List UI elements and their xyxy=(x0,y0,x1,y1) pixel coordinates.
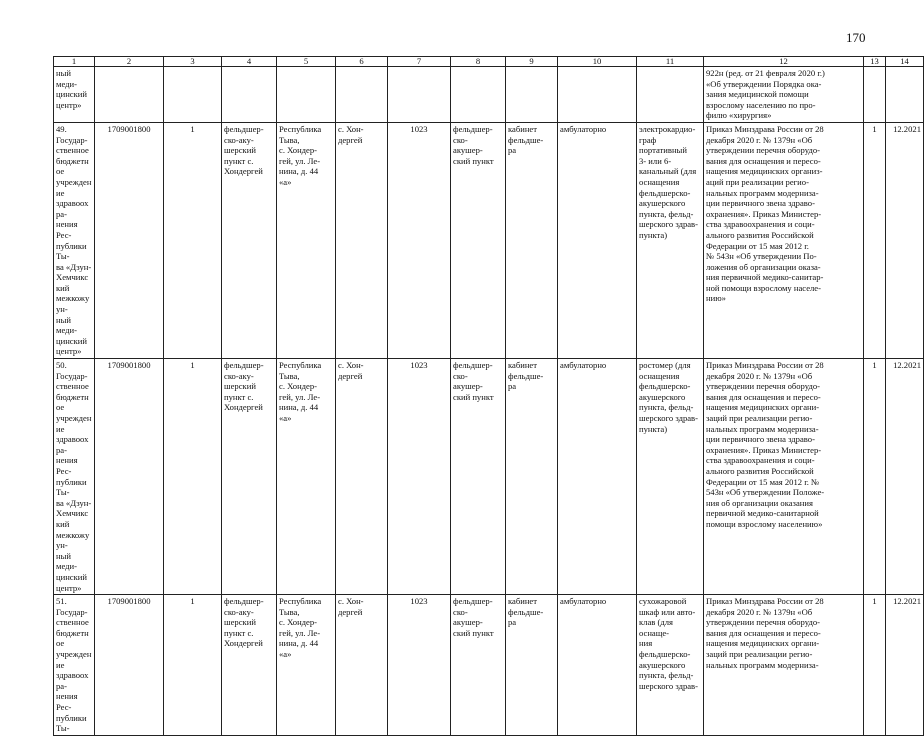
room-cell: кабинет фельдше- ра xyxy=(506,122,558,358)
date-cell: 12.2021 xyxy=(886,359,924,595)
column-number: 9 xyxy=(506,57,558,67)
equipment-cell: сухожаровой шкаф или авто- клав (для оснаще- ния фельдшерско- акушерского пункта, фельд- шерского здрав- xyxy=(637,595,704,736)
column-number: 2 xyxy=(95,57,164,67)
column-number-row xyxy=(54,57,924,67)
table-cell xyxy=(95,67,164,123)
table-cell xyxy=(864,67,886,123)
care-mode-cell: амбулаторно xyxy=(558,595,637,736)
table-cell xyxy=(388,67,451,123)
table-cell xyxy=(222,67,277,123)
table-cell xyxy=(506,67,558,123)
date-cell: 12.2021 xyxy=(886,595,924,736)
institution-cell: 49. Государ- ственное бюджетное учреждение здравоохра- нения Рес- публики Ты- ва «Дзун- Хемчикский межкожуун- ный меди- цинский центр» xyxy=(54,122,95,358)
table-cell xyxy=(886,67,924,123)
unit-type-cell: фельдшер- ско- акушер- ский пункт xyxy=(451,595,506,736)
table-cell: 1 xyxy=(164,122,222,358)
settlement-cell: с. Хон- дергей xyxy=(336,359,388,595)
regulation-cell: Приказ Минздрава России от 28 декабря 2020 г. № 1379н «Об утверждении перечня оборудо- вания для оснащения и пересо- нащения медицинских организ- аций при реализации регио- нальных программ модерниза- ции первичного звена здраво- охранения». Приказ Министер- ства здравоохранения и соци- ального развития Российской Федерации от 15 мая 2012 г. № 543н «Об утверждении По- ложения об организации оказа- ния первичной медико-санитар- ной помощи взрослому населе- нию» xyxy=(704,122,864,358)
table-cell: 1 xyxy=(164,359,222,595)
quantity-cell: 1 xyxy=(864,359,886,595)
code-cell: 1709001800 xyxy=(95,359,164,595)
population-cell: 1023 xyxy=(388,122,451,358)
column-number: 1 xyxy=(54,57,95,67)
regulation-cell: 922н (ред. от 21 февраля 2020 г.) «Об утверждении Порядка ока- зания медицинской помощи взрослому населению по про- филю «хирургия» xyxy=(704,67,864,123)
table-row xyxy=(54,595,924,736)
care-mode-cell: амбулаторно xyxy=(558,122,637,358)
room-cell: кабинет фельдше- ра xyxy=(506,359,558,595)
column-number: 4 xyxy=(222,57,277,67)
column-number: 13 xyxy=(864,57,886,67)
table-row xyxy=(54,359,924,595)
column-number: 8 xyxy=(451,57,506,67)
table-cell xyxy=(164,67,222,123)
regulation-cell: Приказ Минздрава России от 28 декабря 2020 г. № 1379н «Об утверждении перечня оборудо- вания для оснащения и пересо- нащения медицинских органи- заций при реализации регио- нальных программ модерниза- ции первичного звена здраво- охранения». Приказ Министер- ства здравоохранения и соци- ального развития Российской Федерации от 15 мая 2012 г. № 543н «Об утверждении Положе- ния об организации оказания первичной медико-санитарной помощи взрослому населению» xyxy=(704,359,864,595)
regulation-cell: Приказ Минздрава России от 28 декабря 2020 г. № 1379н «Об утверждении перечня оборудо- вания для оснащения и пересо- нащения медицинских органи- заций при реализации регио- нальных программ модерниза- xyxy=(704,595,864,736)
institution-cell: 50. Государ- ственное бюджетное учреждение здравоохра- нения Рес- публики Ты- ва «Дзун- Хемчикский межкожуун- ный меди- цинский центр» xyxy=(54,359,95,595)
table-cell xyxy=(637,67,704,123)
column-number: 5 xyxy=(277,57,336,67)
table-row xyxy=(54,67,924,123)
institution-cell: 51. Государ- ственное бюджетное учреждение здравоохра- нения Рес- публики Ты- xyxy=(54,595,95,736)
table-cell xyxy=(451,67,506,123)
column-number: 7 xyxy=(388,57,451,67)
code-cell: 1709001800 xyxy=(95,122,164,358)
unit-type-cell: фельдшер- ско- акушер- ский пункт xyxy=(451,359,506,595)
equipment-cell: ростомер (для оснащения фельдшерско- акушерского пункта, фельд- шерского здрав- пункта) xyxy=(637,359,704,595)
care-mode-cell: амбулаторно xyxy=(558,359,637,595)
quantity-cell: 1 xyxy=(864,122,886,358)
unit-type-cell: фельдшер- ско- акушер- ский пункт xyxy=(451,122,506,358)
equipment-cell: электрокардио- граф портативный 3- или 6- канальный (для оснащения фельдшерско- акушерского пункта, фельд- шерского здрав- пункта) xyxy=(637,122,704,358)
column-number: 12 xyxy=(704,57,864,67)
column-number: 11 xyxy=(637,57,704,67)
address-cell: Республика Тыва, с. Хондер- гей, ул. Ле- нина, д. 44 «а» xyxy=(277,122,336,358)
table-cell: 1 xyxy=(164,595,222,736)
facility-cell: фельдшер- ско-аку- шерский пункт с. Хондергей xyxy=(222,595,277,736)
facility-cell: фельдшер- ско-аку- шерский пункт с. Хондергей xyxy=(222,359,277,595)
table-cell xyxy=(558,67,637,123)
institution-cell: ный меди- цинский центр» xyxy=(54,67,95,123)
settlement-cell: с. Хон- дергей xyxy=(336,122,388,358)
settlement-cell: с. Хон- дергей xyxy=(336,595,388,736)
table-cell xyxy=(277,67,336,123)
address-cell: Республика Тыва, с. Хондер- гей, ул. Ле- нина, д. 44 «а» xyxy=(277,359,336,595)
quantity-cell: 1 xyxy=(864,595,886,736)
page-number: 170 xyxy=(846,30,866,45)
date-cell: 12.2021 xyxy=(886,122,924,358)
population-cell: 1023 xyxy=(388,359,451,595)
column-number: 3 xyxy=(164,57,222,67)
population-cell: 1023 xyxy=(388,595,451,736)
facility-cell: фельдшер- ско-аку- шерский пункт с. Хондергей xyxy=(222,122,277,358)
table-row xyxy=(54,122,924,358)
equipment-table xyxy=(53,56,924,736)
address-cell: Республика Тыва, с. Хондер- гей, ул. Ле- нина, д. 44 «а» xyxy=(277,595,336,736)
column-number: 10 xyxy=(558,57,637,67)
room-cell: кабинет фельдше- ра xyxy=(506,595,558,736)
column-number: 6 xyxy=(336,57,388,67)
code-cell: 1709001800 xyxy=(95,595,164,736)
table-cell xyxy=(336,67,388,123)
column-number: 14 xyxy=(886,57,924,67)
